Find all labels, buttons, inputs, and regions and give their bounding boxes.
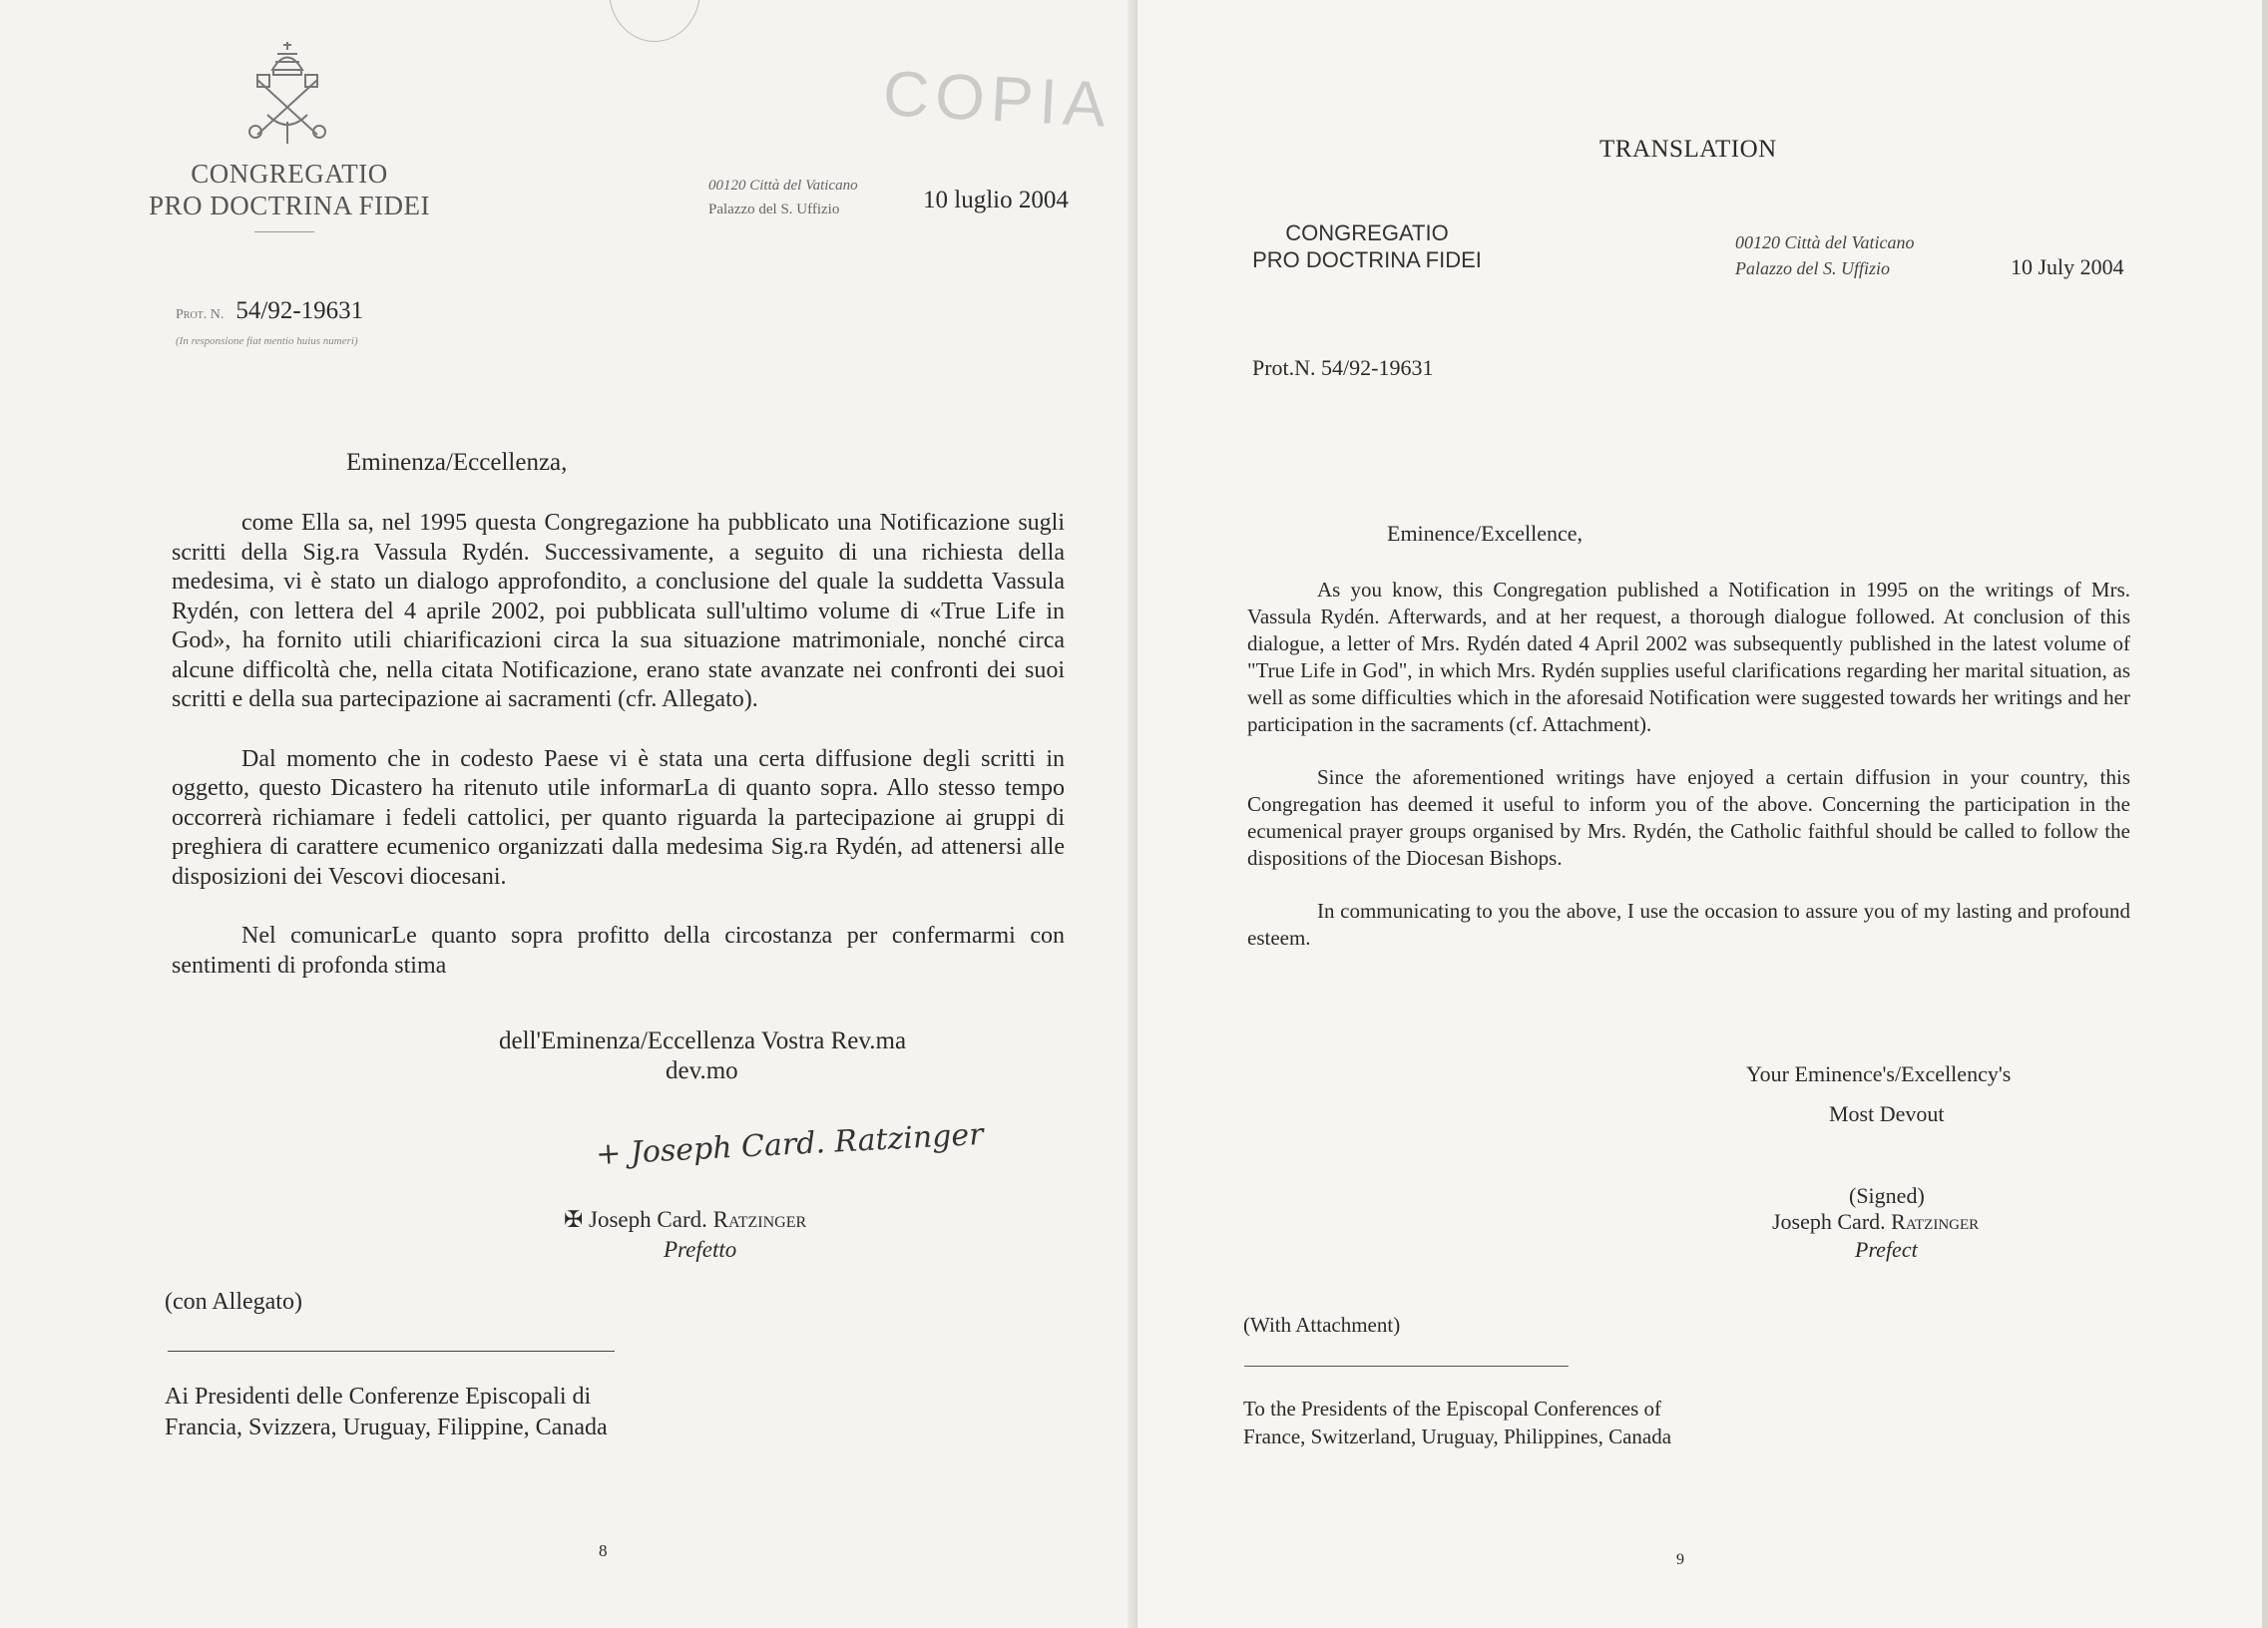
date: 10 luglio 2004 [923, 187, 1069, 213]
closing-line: Most Devout [1829, 1101, 1945, 1126]
paragraph: As you know, this Congregation published a Notification in 1995 on the writings of Mrs. Vassula Rydén. Afterwards, and at her request, a thorough dialogue followed. At conclusion of this dialogue, a letter of Mrs. Rydén dated 4 April 2002 was subsequently published in the latest volume of "True Life in God", in which Mrs. Rydén supplies useful clarifications regarding her marital situation, as well as some difficulties which in the aforesaid Notification were suggested towards her writings and her participation in the sacraments (cf. Attachment). [1247, 578, 2130, 736]
closing-line: dell'Eminenza/Eccellenza Vostra Rev.ma [499, 1027, 907, 1054]
address: 00120 Città del Vaticano Palazzo del S. Uffizio [708, 178, 858, 217]
salutation: Eminence/Excellence, [1387, 521, 1584, 546]
recipients: Ai Presidenti delle Conferenze Episcopali di Francia, Svizzera, Uruguay, Filippine, Canada [165, 1384, 608, 1440]
protocol-note: (In responsione fiat mentio huius numeri) [176, 335, 358, 347]
signed-note: (Signed) [1849, 1183, 1925, 1208]
right-page [1137, 0, 2268, 1628]
signer-name: Joseph Card. Ratzinger [1772, 1209, 1980, 1234]
date: 10 July 2004 [2011, 254, 2124, 279]
page-edge [2262, 0, 2268, 1628]
signer-name: ✠ Joseph Card. Ratzinger [564, 1207, 807, 1232]
enclosure: (con Allegato) [165, 1289, 302, 1315]
handwritten-signature: + Joseph Card. Ratzinger [595, 1116, 985, 1173]
letter-body [1247, 577, 2130, 952]
salutation: Eminenza/Eccellenza, [346, 449, 568, 476]
translation-heading: TRANSLATION [1599, 136, 1777, 163]
protocol-number: Prot.N. 54/92-19631 [1252, 355, 1434, 380]
paragraph: Dal momento che in codesto Paese vi è stata una certa diffusione degli scritti in oggetto, questo Dicastero ha ritenuto utile informarLa di quanto sopra. Allo stesso tempo occorrerà richiamare i fedeli cattolici, per quanto riguarda la partecipazione ai gruppi di preghiera di carattere ecumenico organizzati dalla medesima Sig.ra Rydén, ad attenersi alle disposizioni dei Vescovi diocesani. [172, 745, 1065, 890]
coat-of-arms-icon [237, 40, 337, 145]
page-number: 9 [1676, 1551, 1684, 1568]
divider [168, 1351, 615, 1352]
page-number: 8 [599, 1541, 608, 1560]
signer-title: Prefect [1855, 1237, 1918, 1262]
scan-mark [609, 0, 700, 42]
enclosure: (With Attachment) [1243, 1313, 1401, 1337]
copy-stamp: COPIA [881, 57, 1114, 141]
recipients: To the Presidents of the Episcopal Conferences of France, Switzerland, Uruguay, Philippines, Canada [1243, 1397, 1672, 1448]
org-name: CONGREGATIO PRO DOCTRINA FIDEI [1252, 220, 1482, 272]
signer-title: Prefetto [664, 1237, 737, 1262]
org-name: CONGREGATIO PRO DOCTRINA FIDEI [148, 159, 431, 220]
paragraph: Nel comunicarLe quanto sopra profitto della circostanza per confermarmi con sentimenti di profonda stima [172, 923, 1065, 979]
divider [1244, 1366, 1569, 1367]
header-rule [254, 231, 314, 232]
closing-line: Your Eminence's/Excellency's [1746, 1061, 2012, 1086]
paragraph: Since the aforementioned writings have enjoyed a certain diffusion in your country, this Congregation has deemed it useful to inform you of the above. Concerning the participation in the ecumenical prayer groups organised by Mrs. Rydén, the Catholic faithful should be called to follow the dispositions of the Diocesan Bishops. [1247, 765, 2130, 870]
address: 00120 Città del Vaticano Palazzo del S. Uffizio [1735, 232, 1915, 278]
letter-body [172, 509, 1065, 981]
protocol-number: Prot. N. 54/92-19631 [176, 297, 364, 324]
closing-line: dev.mo [666, 1057, 738, 1084]
paragraph: come Ella sa, nel 1995 questa Congregazione ha pubblicato una Notificazione sugli scritti della Sig.ra Vassula Rydén. Successivamente, a seguito di una richiesta della medesima, vi è stato un dialogo approfondito, a conclusione del quale la suddetta Vassula Rydén, con lettera del 4 aprile 2002, poi pubblicata sull'ultimo volume di «True Life in God», ha fornito utili chiarificazioni circa la sua situazione matrimoniale, nonché circa alcune difficoltà che, nella citata Notificazione, erano state avanzate nei confronti dei suoi scritti e della sua partecipazione ai sacramenti (cfr. Allegato). [172, 510, 1065, 712]
paragraph: In communicating to you the above, I use the occasion to assure you of my lasting and profound esteem. [1247, 899, 2130, 950]
